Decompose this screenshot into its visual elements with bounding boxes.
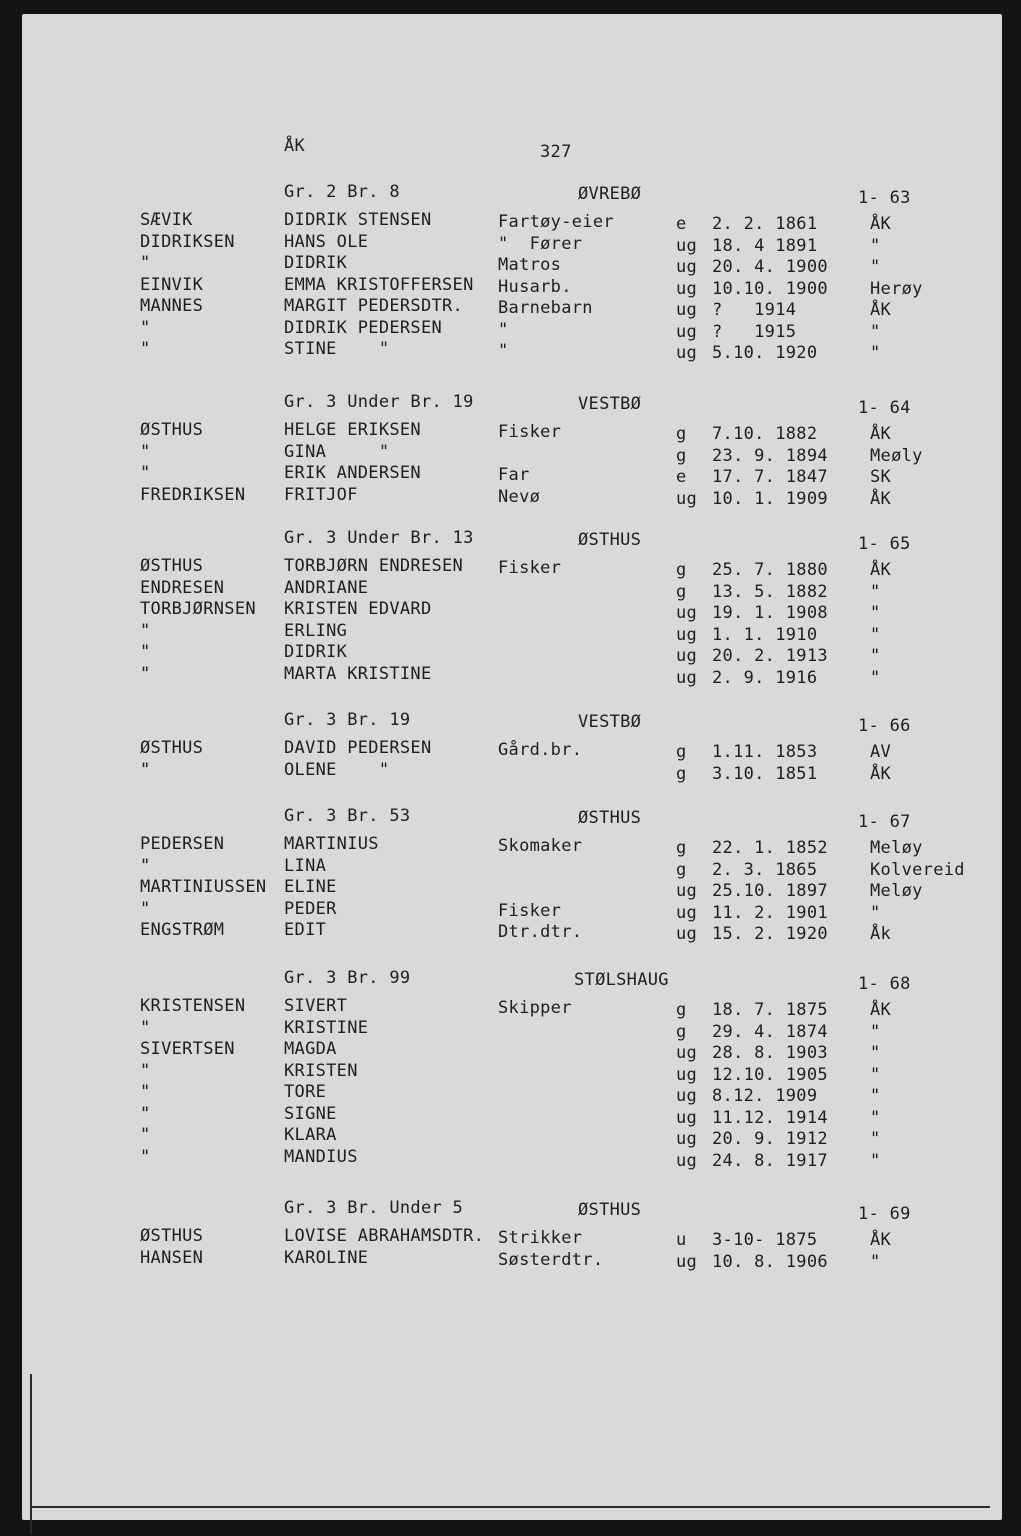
entry-birth-date: ? 1915 <box>712 321 797 342</box>
entry-birth-date: 17. 7. 1847 <box>712 467 828 487</box>
group-ref: Gr. 3 Br. 53 <box>284 806 411 826</box>
entry-birth-date: 3.10. 1851 <box>712 763 818 784</box>
entry-birthplace: ÅK <box>870 488 892 509</box>
entry-surname: SÆVIK <box>140 210 193 230</box>
entry-birthplace: " <box>870 321 881 342</box>
entry-birth-date: 10. 8. 1906 <box>712 1252 828 1272</box>
entry-status: ug <box>676 1107 698 1128</box>
group-place: VESTBØ <box>578 712 642 732</box>
entry-status: g <box>676 1000 687 1020</box>
entry-birth-date: 23. 9. 1894 <box>712 445 828 466</box>
entry-given-name: ERLING <box>284 620 348 641</box>
entry-birth-date: 18. 7. 1875 <box>712 1000 828 1020</box>
entry-surname: EINVIK <box>140 274 204 295</box>
entry-status: ug <box>676 300 698 320</box>
entry-status: ug <box>676 235 698 256</box>
entry-birth-date: 1. 1. 1910 <box>712 624 818 645</box>
entry-birth-date: 28. 8. 1903 <box>712 1043 828 1063</box>
group-ref: Gr. 3 Br. 19 <box>284 710 411 730</box>
entry-surname: " <box>140 317 151 338</box>
entry-surname: ENGSTRØM <box>140 920 225 940</box>
entry-given-name: SIGNE <box>284 1103 337 1124</box>
group-ref: Gr. 3 Br. 99 <box>284 968 411 988</box>
entry-given-name: MARTA KRISTINE <box>284 663 432 684</box>
entry-role: " <box>498 319 509 340</box>
group-code: 1- 67 <box>858 812 911 832</box>
entry-given-name: DIDRIK <box>284 253 348 273</box>
entry-birthplace: " <box>870 581 881 602</box>
entry-given-name: PEDER <box>284 898 337 919</box>
entry-given-name: KRISTINE <box>284 1017 369 1038</box>
entry-status: g <box>676 560 687 580</box>
entry-given-name: OLENE " <box>284 759 390 780</box>
entry-surname: ENDRESEN <box>140 577 225 598</box>
entry-surname: " <box>140 1082 151 1102</box>
entry-given-name: TORBJØRN ENDRESEN <box>284 556 464 576</box>
entry-given-name: MAGDA <box>284 1039 337 1059</box>
entry-birthplace: " <box>870 902 881 923</box>
entry-birthplace: Meløy <box>870 838 923 858</box>
entry-given-name: DIDRIK STENSEN <box>284 210 432 230</box>
group-place: ØSTHUS <box>578 808 642 828</box>
entry-surname: " <box>140 1146 151 1167</box>
entry-birthplace: ÅK <box>870 1000 892 1020</box>
entry-given-name: KRISTEN EDVARD <box>284 599 432 619</box>
entry-birthplace: " <box>870 1086 881 1106</box>
entry-status: e <box>676 214 687 234</box>
entry-surname: " <box>140 1017 151 1038</box>
ledger-page <box>22 14 1002 1520</box>
entry-given-name: LINA <box>284 855 327 876</box>
entry-status: ug <box>676 881 698 901</box>
group-ref: Gr. 3 Br. Under 5 <box>284 1198 464 1218</box>
entry-status: ug <box>676 667 698 688</box>
entry-birthplace: " <box>870 1064 881 1085</box>
entry-birthplace: ÅK <box>870 424 892 444</box>
entry-birthplace: " <box>870 1252 881 1272</box>
entry-given-name: DAVID PEDERSEN <box>284 738 432 758</box>
entry-birth-date: 11. 2. 1901 <box>712 902 828 923</box>
entry-birth-date: 25.10. 1897 <box>712 881 828 901</box>
entry-given-name: DIDRIK PEDERSEN <box>284 317 443 338</box>
entry-role: Dtr.dtr. <box>498 922 583 942</box>
entry-status: g <box>676 742 687 762</box>
entry-role: Fisker <box>498 422 562 442</box>
entry-birth-date: 15. 2. 1920 <box>712 924 828 944</box>
entry-birthplace: " <box>870 1021 881 1042</box>
entry-birthplace: " <box>870 603 881 623</box>
entry-given-name: KLARA <box>284 1125 337 1145</box>
entry-surname: " <box>140 663 151 684</box>
entry-given-name: HANS OLE <box>284 231 369 252</box>
entry-surname: ØSTHUS <box>140 738 204 758</box>
entry-given-name: FRITJOF <box>284 484 358 505</box>
entry-birthplace: Meløy <box>870 881 923 901</box>
entry-status: ug <box>676 1064 698 1085</box>
entry-status: ug <box>676 924 698 944</box>
group-place: VESTBØ <box>578 394 642 414</box>
entry-status: ug <box>676 646 698 666</box>
entry-birth-date: 18. 4 1891 <box>712 235 818 256</box>
entry-status: e <box>676 467 687 487</box>
entry-role: Skipper <box>498 998 572 1018</box>
entry-surname: " <box>140 855 151 876</box>
entry-given-name: EDIT <box>284 920 327 940</box>
entry-birthplace: " <box>870 1129 881 1149</box>
page-number: 327 <box>540 142 572 162</box>
entry-status: ug <box>676 1129 698 1149</box>
entry-surname: HANSEN <box>140 1248 204 1268</box>
entry-given-name: STINE " <box>284 339 390 359</box>
entry-birth-date: 7.10. 1882 <box>712 424 818 444</box>
entry-surname: " <box>140 253 151 273</box>
entry-given-name: GINA " <box>284 441 390 462</box>
ledger-label: ÅK <box>284 136 306 156</box>
entry-surname: MANNES <box>140 296 204 316</box>
group-code: 1- 68 <box>858 974 911 994</box>
entry-status: ug <box>676 1150 698 1171</box>
entry-birthplace: " <box>870 1107 881 1128</box>
entry-birth-date: 20. 2. 1913 <box>712 646 828 666</box>
group-ref: Gr. 3 Under Br. 19 <box>284 392 474 412</box>
entry-given-name: ELINE <box>284 877 337 897</box>
group-place: ØVREBØ <box>578 184 642 204</box>
entry-given-name: MARGIT PEDERSDTR. <box>284 296 464 316</box>
entry-birth-date: 1.11. 1853 <box>712 742 818 762</box>
entry-birthplace: Kolvereid <box>870 859 965 880</box>
entry-status: ug <box>676 603 698 623</box>
entry-status: ug <box>676 624 698 645</box>
group-code: 1- 66 <box>858 716 911 736</box>
group-code: 1- 69 <box>858 1204 911 1224</box>
entry-status: ug <box>676 488 698 509</box>
entry-birthplace: " <box>870 1043 881 1063</box>
entry-birthplace: " <box>870 646 881 666</box>
entry-surname: " <box>140 642 151 662</box>
entry-status: ug <box>676 902 698 923</box>
entry-surname: " <box>140 620 151 641</box>
entry-role: Far <box>498 465 530 485</box>
entry-role: Gård.br. <box>498 740 583 760</box>
entry-role: Matros <box>498 255 562 275</box>
bottom-rule <box>30 1506 990 1508</box>
entry-birthplace: ÅK <box>870 763 892 784</box>
entry-role: Fisker <box>498 558 562 578</box>
entry-role: Fartøy-eier <box>498 212 614 232</box>
entry-birthplace: SK <box>870 467 892 487</box>
entry-birthplace: " <box>870 235 881 256</box>
entry-birth-date: 20. 4. 1900 <box>712 257 828 277</box>
entry-birthplace: " <box>870 1150 881 1171</box>
entry-birth-date: 25. 7. 1880 <box>712 560 828 580</box>
entry-birthplace: ÅK <box>870 214 892 234</box>
entry-status: g <box>676 445 687 466</box>
entry-surname: DIDRIKSEN <box>140 231 235 252</box>
entry-surname: " <box>140 1060 151 1081</box>
entry-given-name: HELGE ERIKSEN <box>284 420 421 440</box>
entry-surname: MARTINIUSSEN <box>140 877 267 897</box>
group-code: 1- 65 <box>858 534 911 554</box>
entry-given-name: KRISTEN <box>284 1060 358 1081</box>
entry-surname: " <box>140 759 151 780</box>
entry-status: g <box>676 859 687 880</box>
entry-birth-date: 12.10. 1905 <box>712 1064 828 1085</box>
entry-role: " Fører <box>498 233 583 254</box>
entry-surname: " <box>140 1125 151 1145</box>
entry-surname: " <box>140 463 151 483</box>
entry-surname: KRISTENSEN <box>140 996 246 1016</box>
entry-surname: " <box>140 441 151 462</box>
entry-birth-date: 20. 9. 1912 <box>712 1129 828 1149</box>
entry-role: Søsterdtr. <box>498 1250 604 1270</box>
entry-birthplace: " <box>870 257 881 277</box>
entry-status: ug <box>676 1086 698 1106</box>
entry-surname: " <box>140 898 151 919</box>
entry-status: g <box>676 581 687 602</box>
entry-birth-date: 19. 1. 1908 <box>712 603 828 623</box>
entry-birthplace: " <box>870 343 881 363</box>
entry-status: ug <box>676 1043 698 1063</box>
entry-surname: ØSTHUS <box>140 556 204 576</box>
entry-birthplace: AV <box>870 742 892 762</box>
entry-birthplace: Meøly <box>870 445 923 466</box>
entry-given-name: EMMA KRISTOFFERSEN <box>284 274 474 295</box>
entry-surname: " <box>140 1103 151 1124</box>
entry-role: Husarb. <box>498 276 572 297</box>
group-ref: Gr. 3 Under Br. 13 <box>284 528 474 548</box>
entry-birth-date: 10. 1. 1909 <box>712 488 828 509</box>
entry-birth-date: ? 1914 <box>712 300 797 320</box>
margin-rule <box>30 1374 32 1534</box>
entry-status: ug <box>676 257 698 277</box>
entry-status: g <box>676 763 687 784</box>
entry-role: Skomaker <box>498 836 583 856</box>
entry-status: g <box>676 838 687 858</box>
entry-given-name: MANDIUS <box>284 1146 358 1167</box>
entry-birth-date: 2. 3. 1865 <box>712 859 818 880</box>
entry-birthplace: " <box>870 667 881 688</box>
entry-birth-date: 2. 9. 1916 <box>712 667 818 688</box>
group-code: 1- 64 <box>858 398 911 418</box>
entry-given-name: TORE <box>284 1082 327 1102</box>
entry-given-name: DIDRIK <box>284 642 348 662</box>
entry-surname: PEDERSEN <box>140 834 225 854</box>
entry-surname: ØSTHUS <box>140 420 204 440</box>
entry-role: " <box>498 341 509 361</box>
group-place: ØSTHUS <box>578 1200 642 1220</box>
entry-birth-date: 29. 4. 1874 <box>712 1021 828 1042</box>
entry-surname: SIVERTSEN <box>140 1039 235 1059</box>
entry-birth-date: 2. 2. 1861 <box>712 214 818 234</box>
entry-surname: FREDRIKSEN <box>140 484 246 505</box>
entry-birth-date: 8.12. 1909 <box>712 1086 818 1106</box>
entry-status: g <box>676 424 687 444</box>
entry-given-name: ERIK ANDERSEN <box>284 463 421 483</box>
entry-given-name: MARTINIUS <box>284 834 379 854</box>
group-code: 1- 63 <box>858 188 911 208</box>
entry-role: Strikker <box>498 1228 583 1248</box>
group-place: ØSTHUS <box>578 530 642 550</box>
entry-given-name: LOVISE ABRAHAMSDTR. <box>284 1226 485 1246</box>
entry-birthplace: ÅK <box>870 1230 892 1250</box>
entry-status: ug <box>676 321 698 342</box>
entry-status: u <box>676 1230 687 1250</box>
entry-surname: ØSTHUS <box>140 1226 204 1246</box>
entry-birthplace: ÅK <box>870 300 892 320</box>
entry-given-name: KAROLINE <box>284 1248 369 1268</box>
entry-birth-date: 24. 8. 1917 <box>712 1150 828 1171</box>
entry-surname: " <box>140 339 151 359</box>
entry-given-name: ANDRIANE <box>284 577 369 598</box>
entry-birth-date: 3-10- 1875 <box>712 1230 818 1250</box>
entry-birthplace: Åk <box>870 924 892 944</box>
entry-birthplace: " <box>870 624 881 645</box>
group-place: STØLSHAUG <box>574 970 669 990</box>
entry-status: ug <box>676 343 698 363</box>
entry-status: ug <box>676 1252 698 1272</box>
entry-birth-date: 10.10. 1900 <box>712 278 828 299</box>
entry-birth-date: 13. 5. 1882 <box>712 581 828 602</box>
entry-surname: TORBJØRNSEN <box>140 599 256 619</box>
entry-role: Fisker <box>498 900 562 921</box>
entry-birthplace: Herøy <box>870 278 923 299</box>
entry-birth-date: 11.12. 1914 <box>712 1107 828 1128</box>
entry-status: g <box>676 1021 687 1042</box>
entry-role: Barnebarn <box>498 298 593 318</box>
entry-birthplace: ÅK <box>870 560 892 580</box>
entry-role: Nevø <box>498 486 541 507</box>
entry-given-name: SIVERT <box>284 996 348 1016</box>
entry-birth-date: 22. 1. 1852 <box>712 838 828 858</box>
entry-birth-date: 5.10. 1920 <box>712 343 818 363</box>
entry-status: ug <box>676 278 698 299</box>
group-ref: Gr. 2 Br. 8 <box>284 182 400 202</box>
